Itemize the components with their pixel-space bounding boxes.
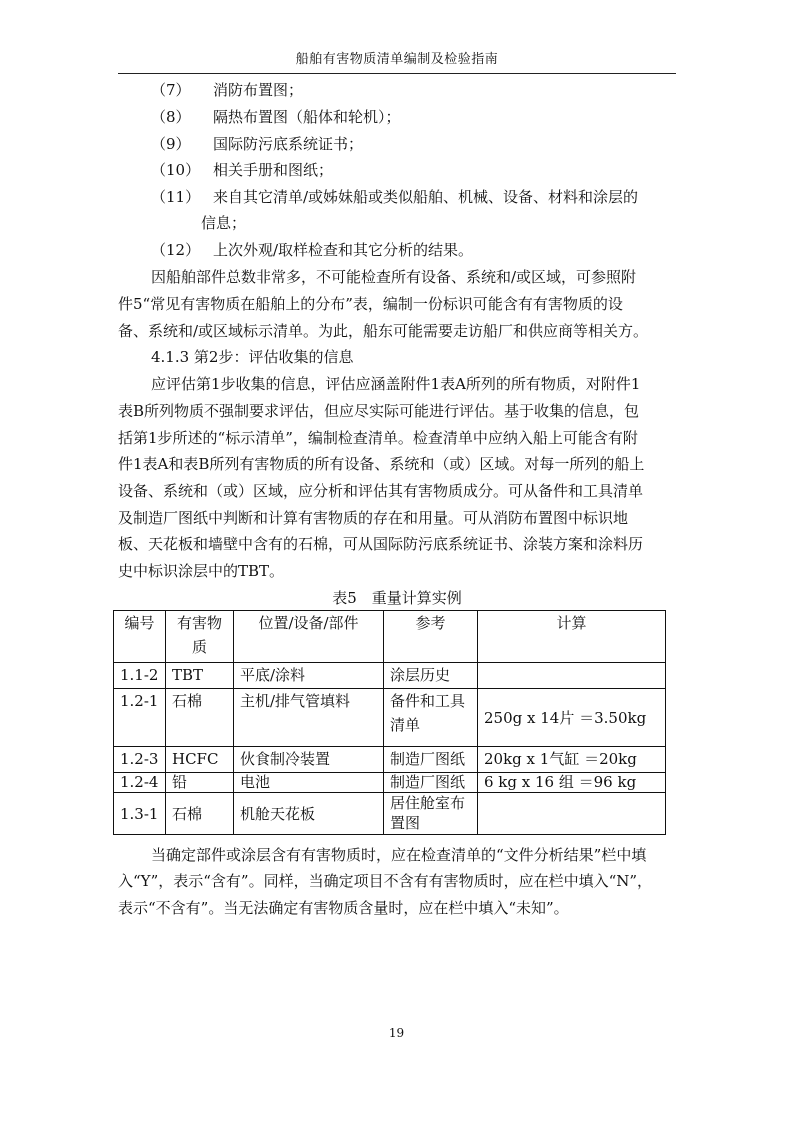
table-header-cell: 计算 — [478, 611, 666, 663]
table-cell: 伙食制冷装置 — [234, 747, 384, 773]
paragraph-line: 件5“常见有害物质在船舶上的分布”表，编制一份标识可能含有有害物质的设 — [118, 295, 623, 313]
paragraph-line: 表示“不含有”。当无法确定有害物质含量时，应在栏中填入“未知”。 — [118, 899, 569, 917]
list-item: （9） 国际防污底系统证书； — [151, 135, 364, 153]
table-cell: 铅 — [166, 773, 234, 793]
weight-calculation-table — [113, 610, 666, 835]
list-item: （12） 上次外观/取样检查和其它分析的结果。 — [151, 241, 474, 259]
table-cell: 1.2-3 — [114, 747, 166, 773]
table-header-cell: 有害物质 — [166, 611, 234, 663]
paragraph-line: 及制造厂图纸中判断和计算有害物质的存在和用量。可从消防布置图中标识地 — [118, 509, 629, 527]
paragraph-line: 表B所列物质不强制要求评估，但应尽实际可能进行评估。基于收集的信息，包 — [118, 402, 640, 420]
table-cell: 20kg x 1气缸 ＝20kg — [478, 747, 666, 773]
paragraph-line: 括第1步所述的“标示清单”，编制检查清单。检查清单中应纳入船上可能含有附 — [118, 429, 638, 447]
paragraph-line: 史中标识涂层中的TBT。 — [118, 562, 285, 580]
table-cell: 机舱天花板 — [234, 793, 384, 835]
table-cell: 1.3-1 — [114, 793, 166, 835]
table-cell: 6 kg x 16 组 ＝96 kg — [478, 773, 666, 793]
paragraph-line: 备、系统和/或区域标示清单。为此，船东可能需要走访船厂和供应商等相关方。 — [118, 322, 649, 340]
paragraph-line: 应评估第1步收集的信息，评估应涵盖附件1表A所列的所有物质，对附件1 — [151, 375, 641, 393]
list-item-continuation: 信息； — [201, 214, 247, 232]
table-cell: 制造厂图纸 — [384, 747, 478, 773]
paragraph-line: 板、天花板和墙壁中含有的石棉，可从国际防污底系统证书、涂装方案和涂料历 — [118, 535, 644, 553]
table-row — [114, 773, 666, 793]
table-cell — [478, 793, 666, 835]
table-row — [114, 663, 666, 689]
table-cell: 涂层历史 — [384, 663, 478, 689]
table-cell: TBT — [166, 663, 234, 689]
table-header-cell: 位置/设备/部件 — [234, 611, 384, 663]
table-cell — [478, 663, 666, 689]
table-cell: 石棉 — [166, 689, 234, 747]
table-row — [114, 747, 666, 773]
table-cell: 制造厂图纸 — [384, 773, 478, 793]
paragraph-line: 因船舶部件总数非常多，不可能检查所有设备、系统和/或区域，可参照附 — [151, 268, 637, 286]
paragraph-line: 件1表A和表B所列有害物质的所有设备、系统和（或）区域。对每一所列的船上 — [118, 455, 645, 473]
paragraph-line: 当确定部件或涂层含有有害物质时，应在检查清单的“文件分析结果”栏中填 — [151, 846, 647, 864]
page-number: 19 — [388, 1026, 405, 1040]
running-header: 船舶有害物质清单编制及检验指南 — [295, 52, 499, 67]
header-rule — [118, 73, 676, 74]
table-cell: 石棉 — [166, 793, 234, 835]
table-cell: 1.1-2 — [114, 663, 166, 689]
table-row — [114, 793, 666, 835]
paragraph-line: 入“Y”，表示“含有”。同样，当确定项目不含有有害物质时，应在栏中填入“N”， — [118, 872, 653, 890]
list-item: （7） 消防布置图； — [151, 81, 304, 99]
table-cell: 1.2-4 — [114, 773, 166, 793]
table-header-row — [114, 611, 666, 663]
section-heading: 4.1.3 第2步：评估收集的信息 — [151, 348, 354, 366]
list-item: （10） 相关手册和图纸； — [151, 161, 334, 179]
list-item: （8） 隔热布置图（船体和轮机）； — [151, 108, 401, 126]
table-caption: 表5 重量计算实例 — [332, 589, 462, 607]
table-cell: 1.2-1 — [114, 689, 166, 747]
table-cell: 250g x 14片 ＝3.50kg — [478, 689, 666, 747]
table-row — [114, 689, 666, 747]
table-cell: 平底/涂料 — [234, 663, 384, 689]
paragraph-line: 设备、系统和（或）区域，应分析和评估其有害物质成分。可从备件和工具清单 — [118, 482, 644, 500]
table-cell: 电池 — [234, 773, 384, 793]
table-cell: 备件和工具清单 — [384, 689, 478, 747]
table-cell: 主机/排气管填料 — [234, 689, 384, 747]
table-cell: HCFC — [166, 747, 234, 773]
list-item: （11） 来自其它清单/或姊妹船或类似船舶、机械、设备、材料和涂层的 — [151, 188, 639, 206]
table-header-cell: 编号 — [114, 611, 166, 663]
table-cell: 居住舱室布置图 — [384, 793, 478, 835]
table-header-cell: 参考 — [384, 611, 478, 663]
